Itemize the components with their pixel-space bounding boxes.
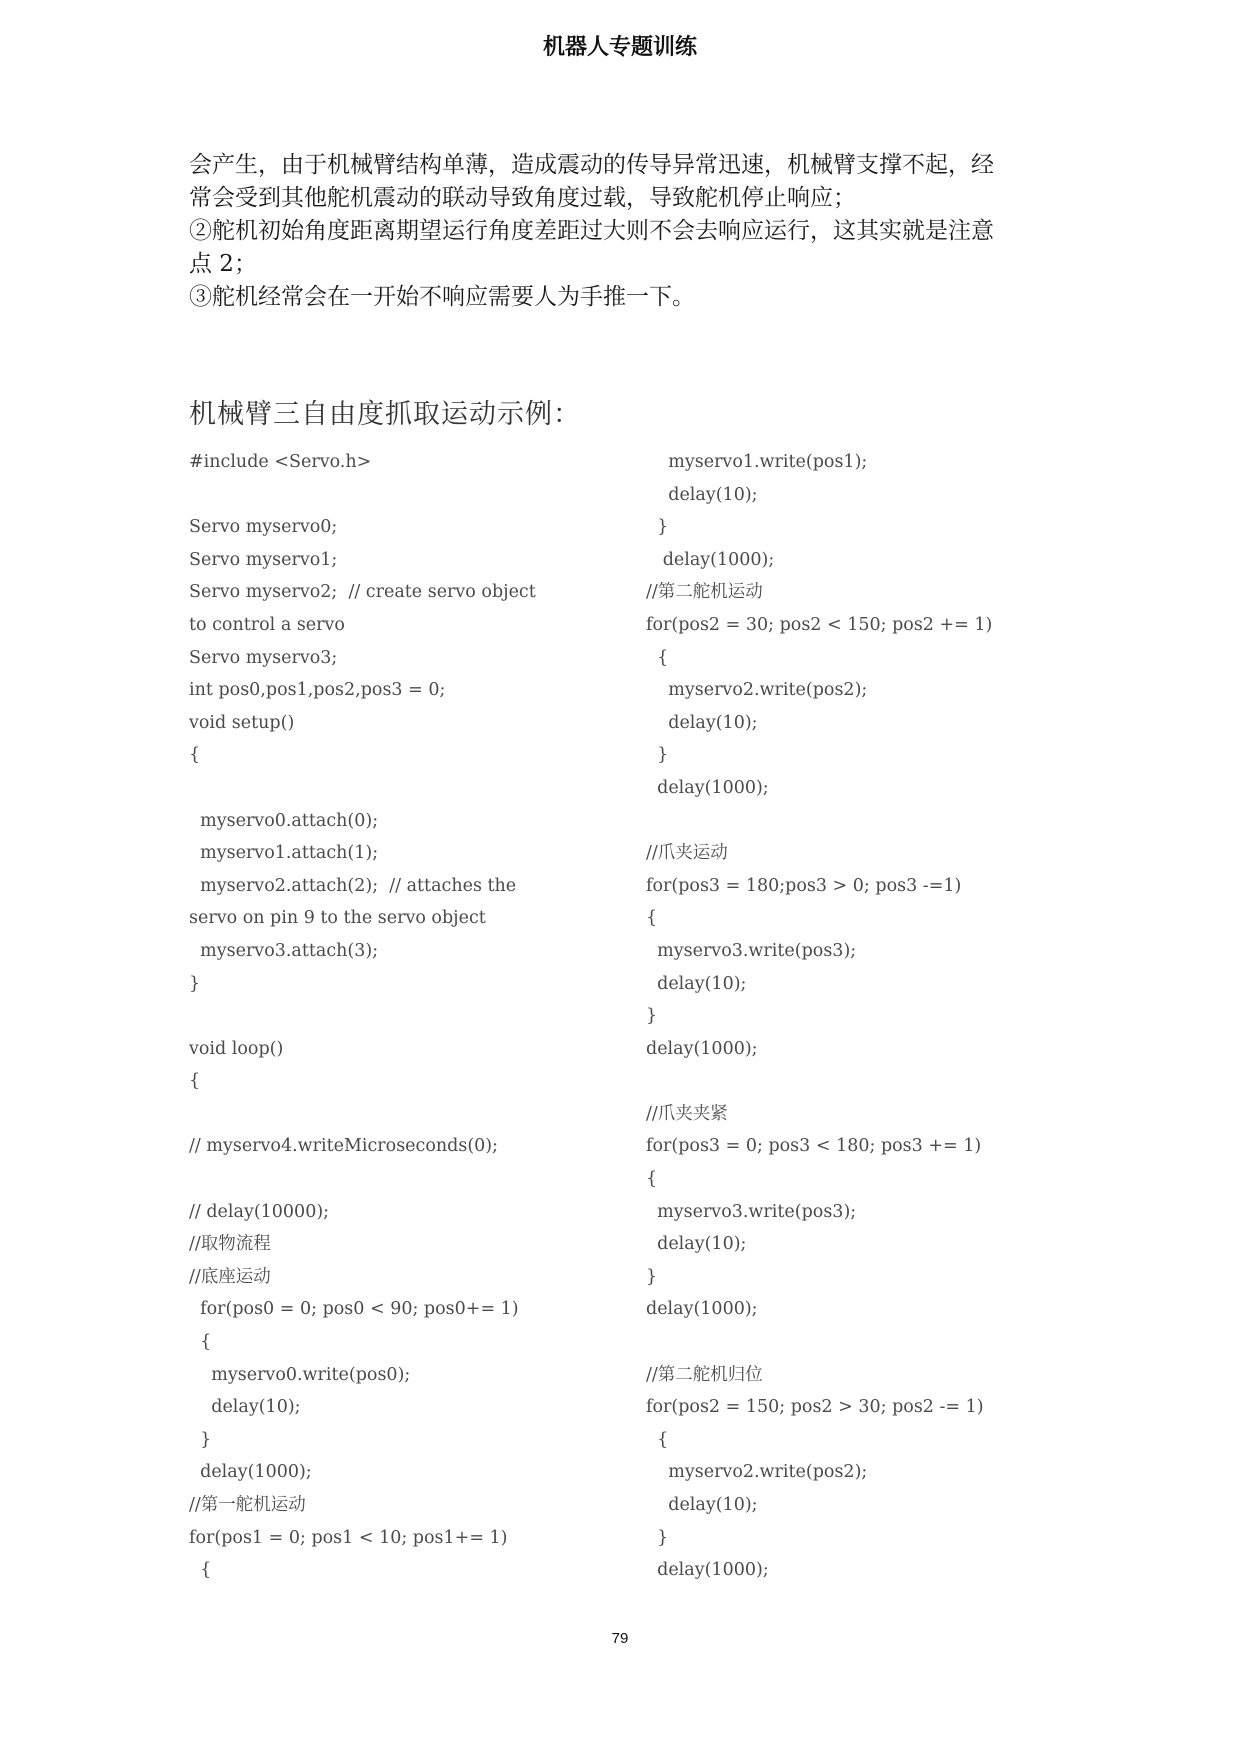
code-line: int pos0,pos1,pos2,pos3 = 0; [189, 680, 446, 701]
paragraph-line: ③舵机经常会在一开始不响应需要人为手推一下。 [189, 284, 695, 310]
code-line: } [646, 1266, 658, 1287]
code-line: delay(1000); [646, 1038, 758, 1059]
code-line [189, 1000, 609, 1033]
code-line: for(pos3 = 180;pos3 > 0; pos3 -=1) [646, 875, 962, 896]
code-line: void loop() [189, 1038, 284, 1059]
code-line: delay(1000); [646, 777, 769, 798]
code-line: myservo3.write(pos3); [646, 940, 857, 961]
code-line: delay(1000); [646, 1299, 758, 1320]
code-line: delay(10); [646, 1234, 747, 1255]
code-line: } [189, 973, 201, 994]
code-line [189, 479, 609, 512]
code-line: { [189, 1071, 201, 1092]
code-line: Servo myservo3; [189, 647, 338, 668]
code-line: } [646, 1527, 669, 1548]
code-line: // myservo4.writeMicroseconds(0); [189, 1136, 499, 1157]
code-line: myservo1.attach(1); [189, 843, 379, 864]
code-line: } [189, 1429, 212, 1450]
code-line: to control a servo [189, 614, 345, 635]
code-line [189, 772, 609, 805]
code-line: Servo myservo1; [189, 549, 338, 570]
code-line: for(pos1 = 0; pos1 < 10; pos1+= 1) [189, 1527, 508, 1548]
code-line: //第二舵机归位 [646, 1364, 763, 1385]
code-line: delay(10); [189, 1397, 301, 1418]
code-line: void setup() [189, 712, 295, 733]
code-column-left [189, 446, 609, 1587]
code-line: { [189, 1560, 212, 1581]
code-line: } [646, 1006, 658, 1027]
code-line: Servo myservo2; // create servo object [189, 582, 536, 603]
page-header-title: 机器人专题训练 [542, 35, 697, 60]
code-line: myservo2.write(pos2); [646, 1462, 868, 1483]
code-line [189, 1098, 609, 1131]
code-line: for(pos2 = 30; pos2 < 150; pos2 += 1) [646, 614, 993, 635]
code-line: delay(10); [646, 973, 747, 994]
code-line: //底座运动 [189, 1266, 271, 1287]
code-line: for(pos3 = 0; pos3 < 180; pos3 += 1) [646, 1136, 982, 1157]
code-line [646, 805, 1066, 838]
code-line: myservo3.write(pos3); [646, 1201, 857, 1222]
code-line: { [646, 647, 669, 668]
code-line: delay(10); [646, 484, 758, 505]
code-line: delay(10); [646, 1495, 758, 1515]
code-line [646, 1326, 1066, 1359]
code-line: for(pos2 = 150; pos2 > 30; pos2 -= 1) [646, 1397, 984, 1418]
code-line: Servo myservo0; [189, 517, 338, 538]
code-line: myservo1.write(pos1); [646, 452, 868, 472]
code-line: #include <Servo.h> [189, 452, 372, 472]
page-number: 79 [611, 1630, 629, 1647]
code-line: //爪夹运动 [646, 843, 728, 864]
code-line: myservo2.attach(2); // attaches the [189, 875, 517, 896]
code-line: delay(1000); [189, 1462, 312, 1483]
paragraph-line: ②舵机初始角度距离期望运行角度差距过大则不会去响应运行，这其实就是注意 [189, 218, 994, 244]
paragraph-line: 常会受到其他舵机震动的联动导致角度过载，导致舵机停止响应； [189, 185, 856, 211]
code-line: } [646, 745, 669, 766]
code-line: //第一舵机运动 [189, 1495, 306, 1515]
code-line: { [189, 745, 201, 766]
body-text [189, 149, 1069, 314]
code-line: { [646, 1169, 658, 1190]
section-heading: 机械臂三自由度抓取运动示例： [189, 399, 581, 430]
code-line [646, 1065, 1066, 1098]
paragraph-line: 点 2； [189, 251, 257, 277]
code-line: { [646, 1429, 669, 1450]
code-line: delay(10); [646, 712, 758, 733]
code-line: delay(1000); [646, 549, 775, 570]
code-line: { [646, 908, 658, 929]
code-line [189, 1163, 609, 1196]
code-line: //第二舵机运动 [646, 582, 763, 603]
code-line: for(pos0 = 0; pos0 < 90; pos0+= 1) [189, 1299, 519, 1320]
code-line: myservo0.attach(0); [189, 810, 379, 831]
code-line: // delay(10000); [189, 1201, 330, 1222]
code-line: myservo0.write(pos0); [189, 1364, 411, 1385]
paragraph-line: 会产生，由于机械臂结构单薄，造成震动的传导异常迅速，机械臂支撑不起，经 [189, 152, 994, 178]
code-line: myservo3.attach(3); [189, 940, 379, 961]
code-line: //爪夹夹紧 [646, 1103, 728, 1124]
code-column-right [646, 446, 1066, 1587]
code-line: } [646, 517, 669, 538]
code-line: servo on pin 9 to the servo object [189, 908, 486, 929]
code-line: { [189, 1332, 212, 1353]
code-line: //取物流程 [189, 1234, 271, 1255]
code-line: myservo2.write(pos2); [646, 680, 868, 701]
code-line: delay(1000); [646, 1560, 769, 1581]
